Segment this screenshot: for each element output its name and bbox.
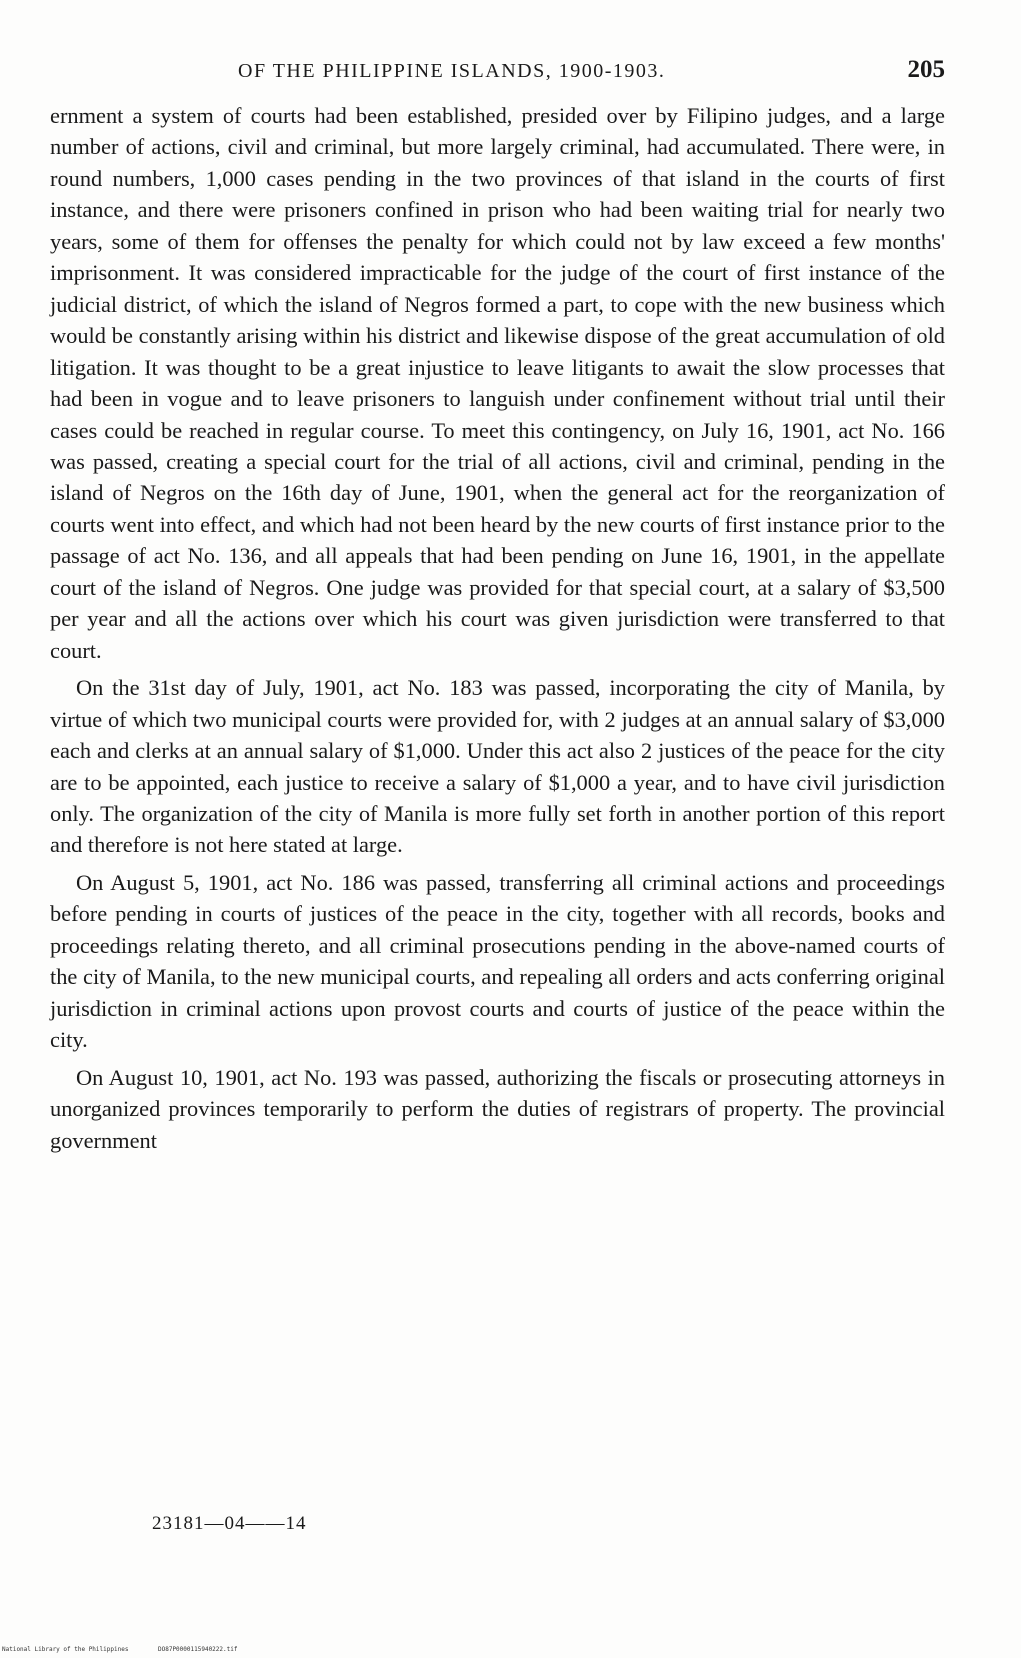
running-head: OF THE PHILIPPINE ISLANDS, 1900-1903. (238, 60, 666, 82)
page-number: 205 (907, 56, 945, 83)
page-header (50, 56, 945, 92)
paragraph-2: On the 31st day of July, 1901, act No. 183 was passed, incorporating the city of Manila, by virtue of which two municipal courts were provided for, with 2 judges at an annual salary of $3,000 each and clerks at an annual salary of $1,000. Under this act also 2 justices of the peace for the city are to be appointed, each justice to receive a salary of $1,000 a year, and to have civil jurisdiction only. The organization of the city of Manila is more fully set forth in another portion of this report and therefore is not here stated at large. (50, 675, 945, 858)
paragraph-3: On August 5, 1901, act No. 186 was passed, transferring all criminal actions and proceedings before pending in courts of justices of the peace in the city, together with all records, books and proceedings relating thereto, and all criminal prosecutions pending in the above-named courts of the city of Manila, to the new municipal courts, and repealing all orders and acts conferring original jurisdiction in criminal actions upon provost courts and courts of justice of the peace within the city. (50, 869, 945, 1053)
paragraph-1: ernment a system of courts had been established, presided over by Filipino judges, and a large number of actions, civil and criminal, but more largely criminal, had accumulated. There were, in round numbers, 1,000 cases pending in the two provinces of that island in the courts of first instance, and there were prisoners confined in prison who had been waiting trial for nearly two years, some of them for offenses the penalty for which could not by law exceed a few months' imprisonment. It was considered impracticable for the judge of the court of first instance of the judicial district, of which the island of Negros formed a part, to cope with the new business which would be constantly arising within his district and likewise dispose of the great accumulation of old litigation. It was thought to be a great injustice to leave litigants to await the slow processes that had been in vogue and to leave prisoners to languish under confinement without trial until their cases could be reached in regular course. To meet this contingency, on July 16, 1901, act No. 166 was passed, creating a special court for the trial of all actions, civil and criminal, pending in the island of Negros on the 16th day of June, 1901, when the general act for the reorganization of courts went into effect, and which had not been heard by the new courts of first instance prior to the passage of act No. 136, and all appeals that had been pending on June 16, 1901, in the appellate court of the island of Negros. One judge was provided for that special court, at a salary of $3,500 per year and all the actions over which his court was given jurisdiction were transferred to that court. (50, 103, 945, 663)
footer-file-name: DO87P0000115940222.tif (158, 1646, 238, 1653)
footer-library-stamp: National Library of the Philippines (2, 1646, 129, 1653)
body-text (50, 100, 945, 1162)
printer-signature-mark: 23181—04——14 (152, 1513, 307, 1534)
paragraph-4: On August 10, 1901, act No. 193 was passed, authorizing the fiscals or prosecuting attorneys in unorganized provinces temporarily to perform the duties of registrars of property. The provincial government (50, 1064, 945, 1153)
